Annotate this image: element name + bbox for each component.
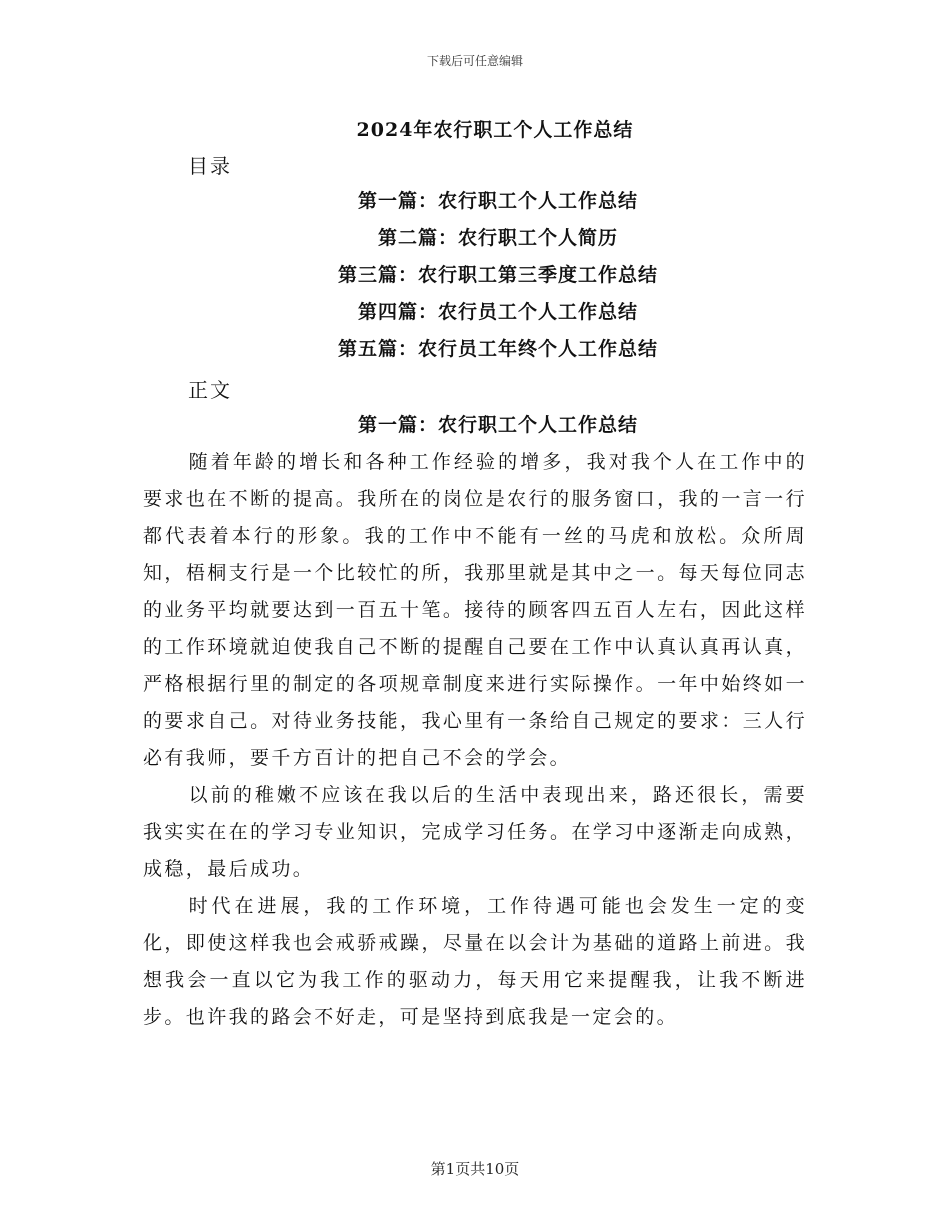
body-content [143, 444, 807, 1036]
toc-item-3: 第三篇：农行职工第三季度工作总结 [337, 264, 658, 286]
table-of-contents [0, 186, 950, 371]
paragraph-3: 时代在进展，我的工作环境，工作待遇可能也会发生一定的变化，即使这样我也会戒骄戒躁，尽量在以会计为基础的道路上前进。我想我会一直以它为我工作的驱动力，每天用它来提醒我，让我不断进步。也许我的路会不好走，可是坚持到底我是一定会的。 [143, 895, 807, 1028]
page-footer: 第1页共10页 [430, 1160, 520, 1178]
toc-label: 目录 [188, 154, 232, 178]
header-note: 下载后可任意编辑 [426, 54, 523, 68]
toc-item-2: 第二篇：农行职工个人简历 [377, 227, 618, 249]
toc-item-4: 第四篇：农行员工个人工作总结 [357, 301, 638, 323]
paragraph-1: 随着年龄的增长和各种工作经验的增多，我对我个人在工作中的要求也在不断的提高。我所在的岗位是农行的服务窗口，我的一言一行都代表着本行的形象。我的工作中不能有一丝的马虎和放松。众所周知，梧桐支行是一个比较忙的所，我那里就是其中之一。每天每位同志的业务平均就要达到一百五十笔。接待的顾客四五百人左右，因此这样的工作环境就迫使我自己不断的提醒自己要在工作中认真认真再认真，严格根据行里的制定的各项规章制度来进行实际操作。一年中始终如一的要求自己。对待业务技能，我心里有一条给自己规定的要求：三人行必有我师，要千方百计的把自己不会的学会。 [143, 451, 807, 769]
document-title: 2024年农行职工个人工作总结 [356, 119, 634, 141]
paragraph-2: 以前的稚嫩不应该在我以后的生活中表现出来，路还很长，需要我实实在在的学习专业知识，完成学习任务。在学习中逐渐走向成熟，成稳，最后成功。 [143, 784, 807, 880]
chapter-heading: 第一篇：农行职工个人工作总结 [357, 414, 638, 436]
toc-item-5: 第五篇：农行员工年终个人工作总结 [337, 338, 658, 360]
toc-item-1: 第一篇：农行职工个人工作总结 [357, 190, 638, 212]
body-label: 正文 [188, 378, 232, 402]
